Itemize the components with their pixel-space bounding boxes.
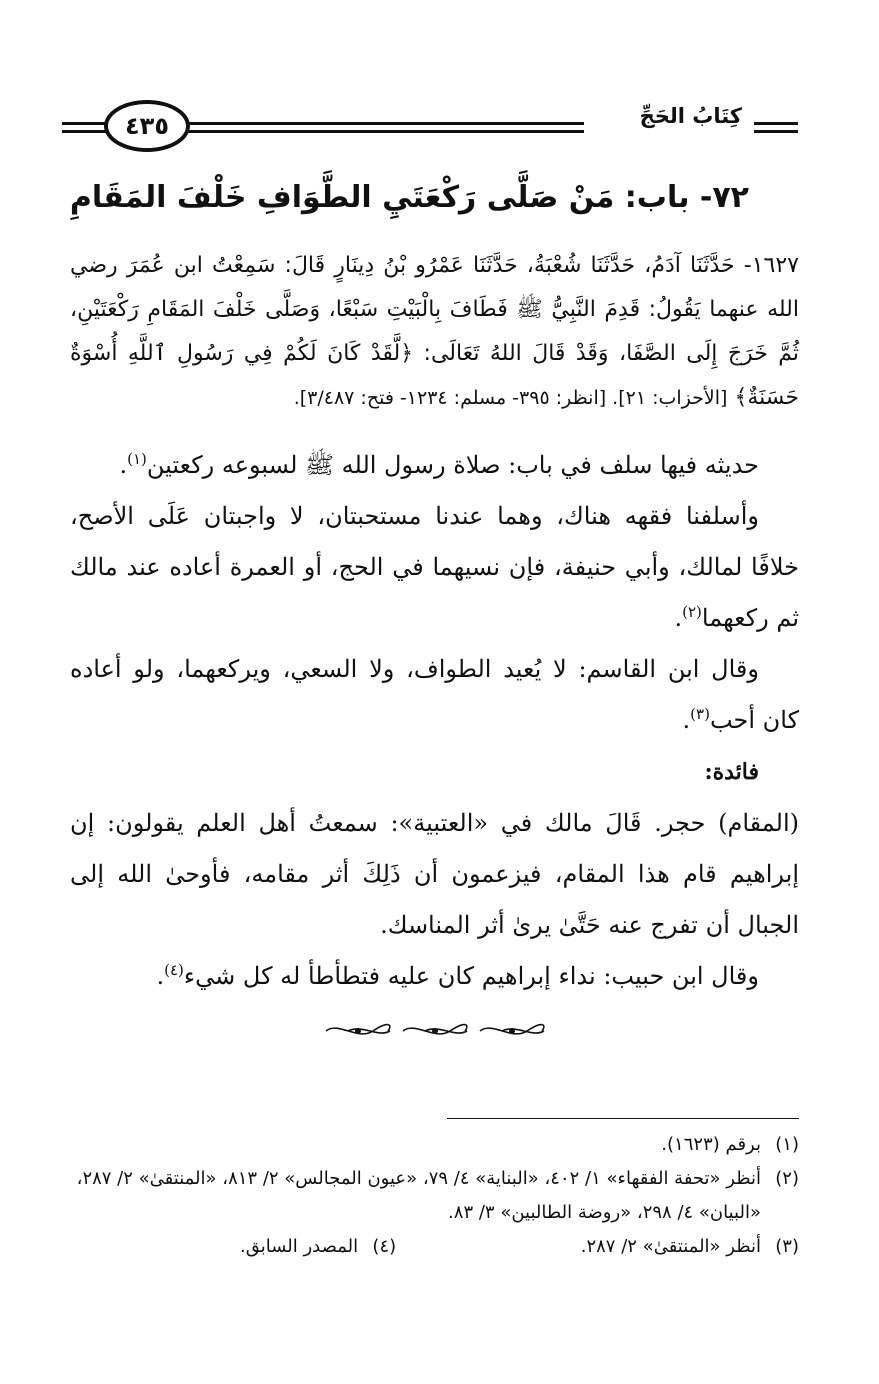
header-rule (754, 130, 798, 133)
paragraph: وقال ابن القاسم: لا يُعيد الطواف، ولا السعي، ويركعهما، ولو أعاده كان أحب$^{(٣)}$. (70, 655, 799, 734)
footnote (70, 1128, 799, 1162)
footnote-number: (٣) (775, 1236, 799, 1257)
footnote-marker: (٣) (690, 705, 710, 723)
header-rule (754, 122, 798, 125)
paragraph (70, 746, 799, 798)
footnote (581, 1230, 799, 1264)
hadith-reference: [الأحزاب: ٢١]. [انظر: ٣٩٥- مسلم: ١٢٣٤- فتح: ٣/٤٨٧]. (293, 387, 728, 409)
footnote-text: أنظر «المنتقىٰ» ٢/ ٢٨٧. (580, 1236, 761, 1257)
footnote-text: أنظر «تحفة الفقهاء» ١/ ٤٠٢، «البناية» ٤/ ٧٩، «عيون المجالس» ٢/ ٨١٣، «المنتقىٰ» ٢/ ٢٨٧، «البيان» ٤/ ٢٩٨، «روضة الطالبين» ٣/ ٨٣. (76, 1168, 761, 1223)
paragraph-text: وقال ابن حبيب: نداء إبراهيم كان عليه فتطأطأ له كل شيء (183, 962, 759, 990)
footnote (240, 1230, 396, 1264)
page-number: ٤٣٥ (125, 112, 169, 140)
page-number-frame (104, 100, 190, 152)
footnote-marker: (٤) (164, 961, 184, 979)
footnote-number: (٤) (372, 1236, 397, 1257)
paragraph-text: حديثه فيها سلف في باب: صلاة رسول الله ﷺ لسبوعه ركعتين (146, 451, 759, 479)
header-rule (62, 130, 108, 133)
paragraph: وأسلفنا فقهه هناك، وهما عندنا مستحبتان، لا واجبتان عَلَى الأصح، خلافًا لمالك، وأبي حنيفة، فإن نسيهما في الحج، أو العمرة أعاده عند مالك ثم ركعهما$^{(٢)}$. (70, 502, 799, 632)
hadith-block (70, 244, 799, 420)
footnote-marker: (٢) (682, 603, 702, 621)
paragraph (70, 798, 799, 951)
paragraph: وقال ابن حبيب: نداء إبراهيم كان عليه فتطأطأ له كل شيء$^{(٤)}$. (156, 961, 759, 990)
running-header (62, 96, 798, 166)
footnote (70, 1162, 799, 1230)
paragraph-text: (المقام) حجر. قَالَ مالك في «العتبية»: سمعتُ أهل العلم يقولون: إن إبراهيم قام هذا المقام، فيزعمون أن ذَلِكَ أثر مقامه، فأوحىٰ الله إلى الجبال أن تفرج عنه حَتَّىٰ يرىٰ أثر المناسك. (70, 809, 799, 939)
footnote-separator (447, 1118, 799, 1119)
paragraph-text: وأسلفنا فقهه هناك، وهما عندنا مستحبتان، لا واجبتان عَلَى الأصح، خلافًا لمالك، وأبي حنيفة، فإن نسيهما في الحج، أو العمرة أعاده عند مالك ثم ركعهما (70, 502, 799, 632)
paragraph: حديثه فيها سلف في باب: صلاة رسول الله ﷺ لسبوعه ركعتين$^{(١)}$. (119, 450, 759, 479)
header-rule (182, 130, 584, 133)
footnote-number: (٢) (775, 1168, 799, 1189)
ornament-divider (318, 1016, 548, 1046)
footnote-row (70, 1230, 799, 1264)
footnote-text: المصدر السابق. (240, 1236, 359, 1257)
faida-heading: فائدة: (704, 759, 759, 785)
header-rule (62, 122, 108, 125)
footnote-marker: (١) (127, 450, 147, 468)
chapter-title: ٧٢- باب: مَنْ صَلَّى رَكْعَتَيِ الطَّوَافِ خَلْفَ المَقَامِ (69, 180, 749, 215)
footnote-text: برقم (١٦٢٣). (661, 1134, 761, 1155)
hadith-text: ١٦٢٧- حَدَّثَنَا آدَمُ، حَدَّثَنَا شُعْبَةُ، حَدَّثَنَا عَمْرُو بْنُ دِينَارٍ قَالَ: سَمِعْتُ ابن عُمَرَ رضي الله عنهما يَقُولُ: قَدِمَ النَّبِيُّ ﷺ فَطَافَ بِالْبَيْتِ سَبْعًا، وَصَلَّى خَلْفَ المَقَامِ رَكْعَتَيْنِ، ثُمَّ خَرَجَ إِلَى الصَّفَا، وَقَدْ قَالَ اللهُ تَعَالَى: ﴿لَّقَدْ كَانَ لَكُمْ فِي رَسُولِ ٱللَّهِ أُسْوَةٌ حَسَنَةٌ﴾ (70, 253, 799, 410)
footnote-number: (١) (775, 1134, 799, 1155)
footnotes (70, 1128, 799, 1264)
paragraph-text: وقال ابن القاسم: لا يُعيد الطواف، ولا السعي، ويركعهما، ولو أعاده كان أحب (70, 655, 799, 734)
book-title: كِتَابُ الحَجِّ (639, 104, 742, 128)
commentary (70, 440, 799, 1002)
header-rule (182, 122, 584, 125)
